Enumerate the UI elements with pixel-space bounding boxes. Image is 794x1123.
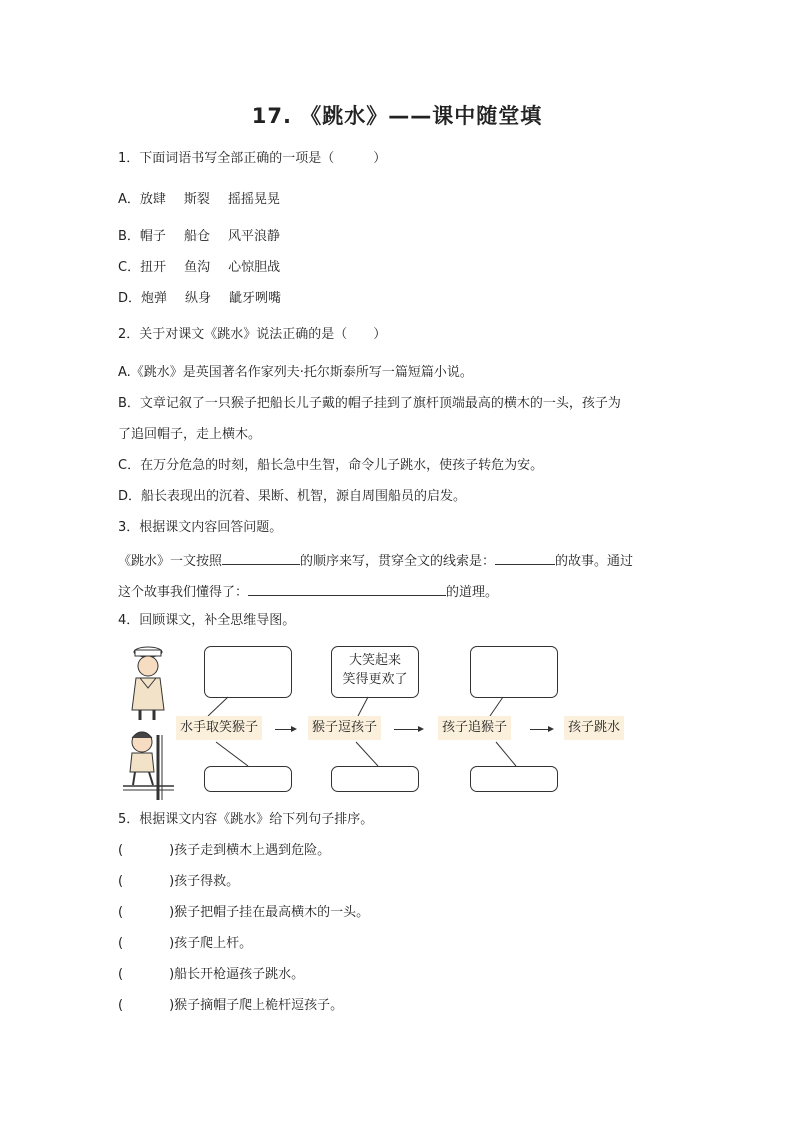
open-paren: ( [118,998,124,1013]
answer-box-bottom-3[interactable] [470,766,558,792]
option-word: 船仓 [183,229,210,244]
q2-option-a[interactable]: A.《跳水》是英国著名作家列夫·托尔斯泰所写一篇短篇小说。 [118,365,473,380]
answer-box-bottom-2[interactable] [331,766,419,792]
order-item[interactable] [118,997,343,1015]
box-line: 笑得更欢了 [342,672,408,687]
option-label: C． [118,260,141,275]
q2-option-b[interactable]: B．文章记叙了一只猴子把船长儿子戴的帽子挂到了旗杆顶端最高的横木的一头，孩子为 [118,396,621,411]
option-word: 扭开 [140,260,167,275]
q1-option-b[interactable] [118,228,280,246]
answer-box-bottom-1[interactable] [204,766,292,792]
option-word: 帽子 [139,229,166,244]
order-text: )船长开枪逼孩子跳水。 [169,967,305,982]
open-paren: ( [118,967,124,982]
arrow-right-icon [530,729,552,730]
q1-option-a[interactable] [118,191,280,209]
q1-stem: 1．下面词语书写全部正确的一项是（ ） [118,151,387,166]
option-word: 龇牙咧嘴 [229,291,282,306]
option-word: 炮弹 [141,291,168,306]
open-paren: ( [118,905,124,920]
order-item[interactable] [118,873,239,891]
q2-option-d[interactable]: D．船长表现出的沉着、果断、机智，源自周围船员的启发。 [118,489,467,504]
open-paren: ( [118,936,124,951]
option-word: 摇摇晃晃 [227,192,280,207]
q4-stem: 4．回顾课文，补全思维导图。 [118,613,296,628]
option-word: 斯裂 [183,192,210,207]
order-item[interactable] [118,966,304,984]
option-word: 纵身 [185,291,212,306]
chain-step-3: 孩子追猴子 [438,716,511,740]
blank-lesson[interactable] [248,581,446,596]
q5-stem: 5．根据课文内容《跳水》给下列句子排序。 [118,812,374,827]
q3-text: 的顺序来写，贯穿全文的线索是： [300,554,496,569]
q1-option-d[interactable] [118,290,281,308]
arrow-right-icon [394,729,422,730]
mind-map [118,640,678,800]
option-label: B． [118,229,140,244]
q3-line-2 [118,581,498,602]
q2-option-b-cont: 了追回帽子，走上横木。 [118,427,262,442]
q3-text: 的故事。通过 [555,554,634,569]
chain-step-4: 孩子跳水 [564,716,624,740]
q3-text: 这个故事我们懂得了： [118,585,249,600]
blank-order[interactable] [222,550,300,565]
arrow-right-icon [275,729,295,730]
option-label: D． [118,291,142,306]
option-word: 鱼沟 [184,260,211,275]
q3-stem: 3．根据课文内容回答问题。 [118,520,283,535]
order-text: )猴子把帽子挂在最高横木的一头。 [169,905,370,920]
open-paren: ( [118,874,124,889]
order-text: )猴子摘帽子爬上桅杆逗孩子。 [169,998,344,1013]
q1-option-c[interactable] [118,259,280,277]
open-paren: ( [118,843,124,858]
order-item[interactable] [118,904,369,922]
q2-option-c[interactable]: C．在万分危急的时刻，船长急中生智，命令儿子跳水，使孩子转危为安。 [118,458,544,473]
chain-step-1: 水手取笑猴子 [176,716,262,740]
order-item[interactable] [118,935,252,953]
chain-step-2: 猴子逗孩子 [308,716,381,740]
order-text: )孩子走到横木上遇到危险。 [169,843,331,858]
order-text: )孩子得救。 [169,874,240,889]
box-line: 大笑起来 [348,653,401,668]
page-title: 17. 《跳水》——课中随堂填 [251,104,543,128]
blank-clue[interactable] [495,550,555,565]
order-item[interactable] [118,842,330,860]
q3-text: 的道理。 [446,585,499,600]
q3-line-1 [118,550,633,571]
option-word: 风平浪静 [227,229,280,244]
q2-stem: 2．关于对课文《跳水》说法正确的是（ ） [118,327,387,342]
option-word: 放肆 [139,192,166,207]
order-text: )孩子爬上杆。 [169,936,253,951]
option-label: A． [118,192,140,207]
option-word: 心惊胆战 [228,260,281,275]
q3-text: 《跳水》一文按照 [118,554,223,569]
